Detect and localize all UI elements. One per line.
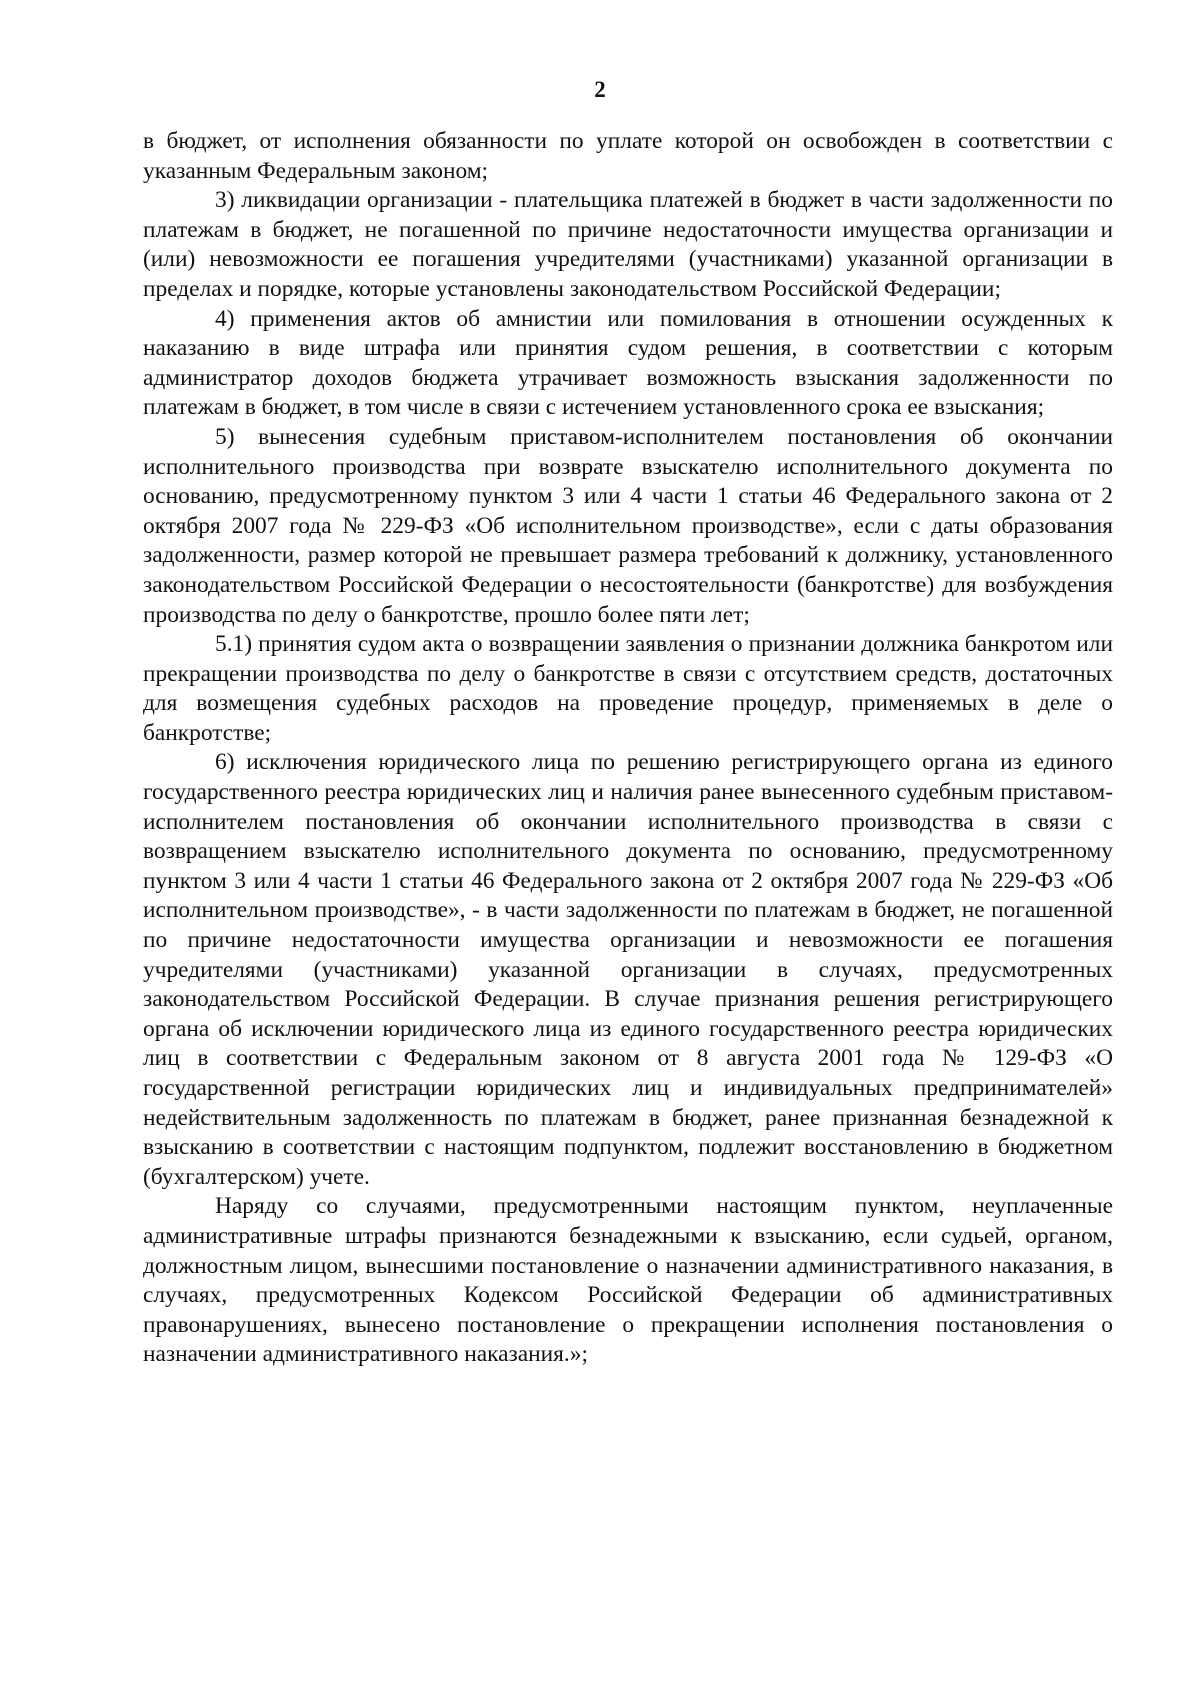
paragraph-continuation: в бюджет, от исполнения обязанности по уплате которой он освобожден в соответствии с указанным Федеральным законом; (143, 128, 1113, 184)
document-body (143, 127, 1113, 1370)
paragraph-item-3: 3) ликвидации организации - плательщика платежей в бюджет в части задолженности по платежам в бюджет, не погашенной по причине недостаточности имущества организации и (или) невозможности ее погашения учредителями (участниками) указанной организации в пределах и порядке, которые установлены законодательством Российской Федерации; (143, 187, 1113, 302)
paragraph-closing: Наряду со случаями, предусмотренными настоящим пунктом, неуплаченные административные штрафы признаются безнадежными к взысканию, если судьей, органом, должностным лицом, вынесшими постановление о назначении административного наказания, в случаях, предусмотренных Кодексом Российской Федерации об административных правонарушениях, вынесено постановление о прекращении исполнения постановления о назначении административного наказания.»; (143, 1193, 1113, 1368)
paragraph-item-5-1: 5.1) принятия судом акта о возвращении заявления о признании должника банкротом или прекращении производства по делу о банкротстве в связи с отсутствием средств, достаточных для возмещения судебных расходов на проведение процедур, применяемых в деле о банкротстве; (143, 631, 1113, 746)
page-number: 2 (594, 77, 606, 102)
paragraph-item-6: 6) исключения юридического лица по решению регистрирующего органа из единого государственного реестра юридических лиц и наличия ранее вынесенного судебным приставом-исполнителем постановления об окончании исполнительного производства в связи с возвращением взыскателю исполнительного документа по основанию, предусмотренному пунктом 3 или 4 части 1 статьи 46 Федерального закона от 2 октября 2007 года № 229-ФЗ «Об исполнительном производстве», - в части задолженности по платежам в бюджет, не погашенной по причине недостаточности имущества организации и невозможности ее погашения учредителями (участниками) указанной организации в случаях, предусмотренных законодательством Российской Федерации. В случае признания решения регистрирующего органа об исключении юридического лица из единого государственного реестра юридических лиц в соответствии с Федеральным законом от 8 августа 2001 года № 129-ФЗ «О государственной регистрации юридических лиц и индивидуальных предпринимателей» недействительным задолженность по платежам в бюджет, ранее признанная безнадежной к взысканию в соответствии с настоящим подпунктом, подлежит восстановлению в бюджетном (бухгалтерском) учете. (143, 749, 1113, 1190)
paragraph-item-5: 5) вынесения судебным приставом-исполнителем постановления об окончании исполнительного производства при возврате взыскателю исполнительного документа по основанию, предусмотренному пунктом 3 или 4 части 1 статьи 46 Федерального закона от 2 октября 2007 года № 229-ФЗ «Об исполнительном производстве», если с даты образования задолженности, размер которой не превышает размера требований к должнику, установленного законодательством Российской Федерации о несостоятельности (банкротстве) для возбуждения производства по делу о банкротстве, прошло более пяти лет; (143, 423, 1113, 628)
paragraph-item-4: 4) применения актов об амнистии или помилования в отношении осужденных к наказанию в виде штрафа или принятия судом решения, в соответствии с которым администратор доходов бюджета утрачивает возможность взыскания задолженности по платежам в бюджет, в том числе в связи с истечением установленного срока ее взыскания; (143, 305, 1113, 421)
